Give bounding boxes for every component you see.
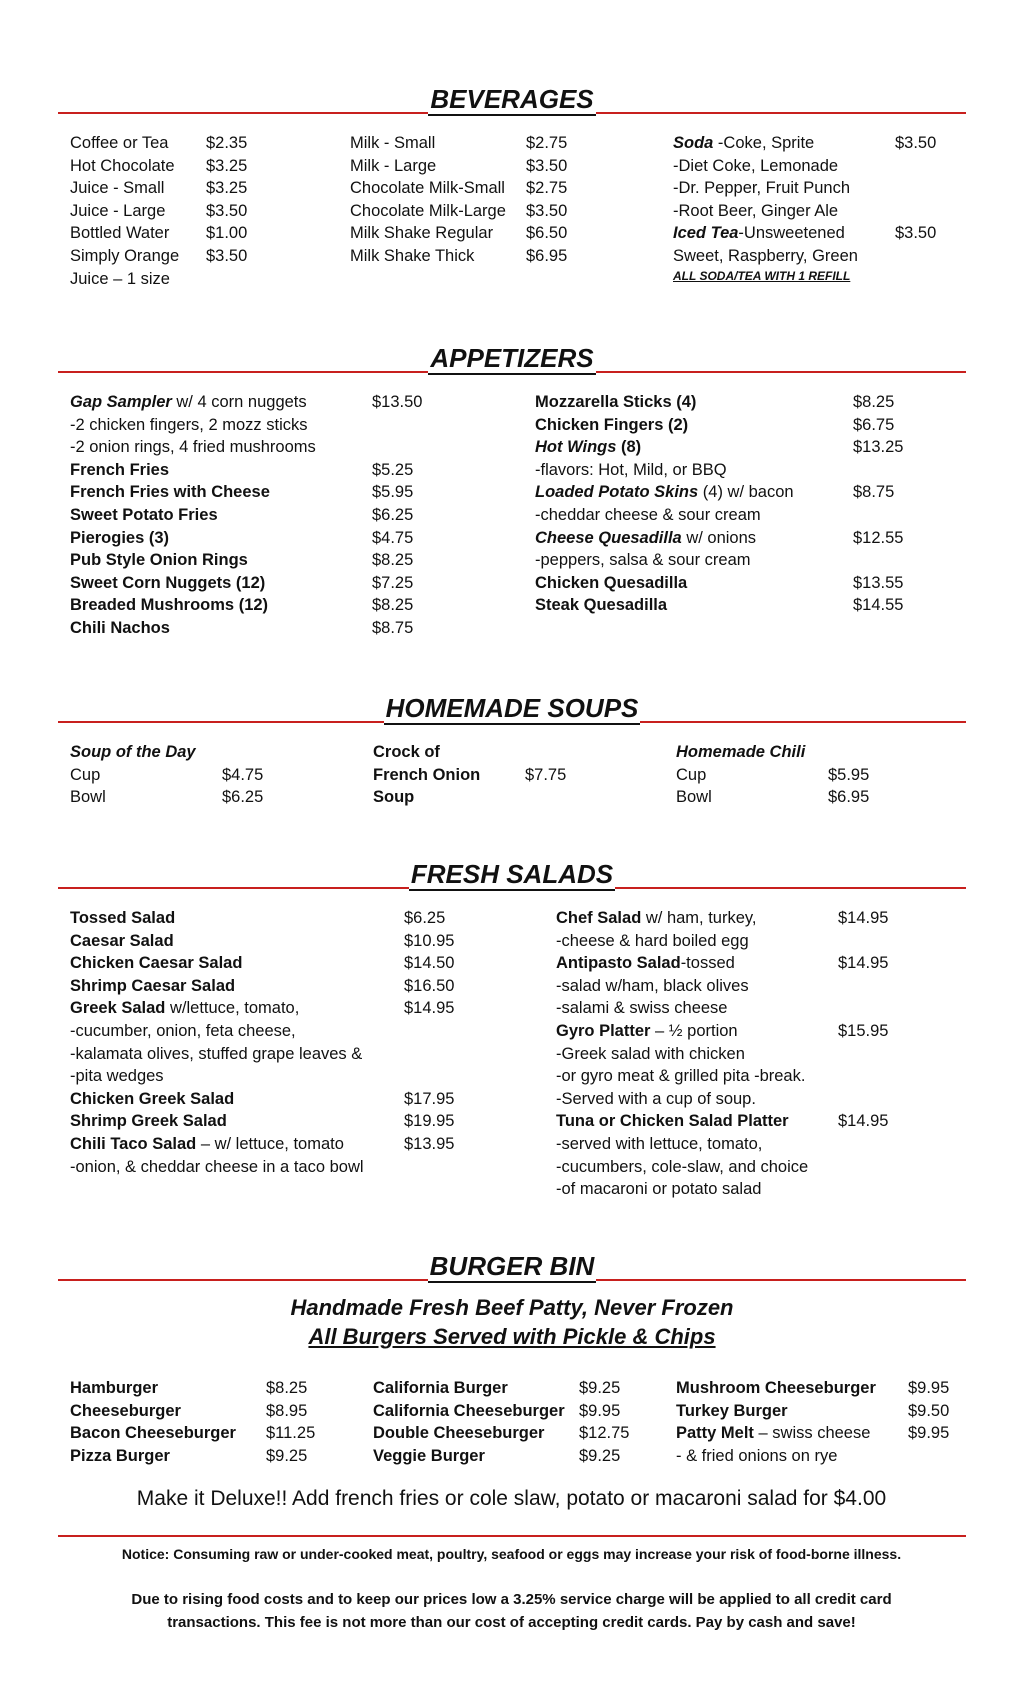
item-name: Chocolate Milk-Small	[350, 179, 505, 198]
patty-melt-price: $9.95	[908, 1424, 950, 1443]
item-price: $14.50	[404, 954, 455, 973]
item-name: Caesar Salad	[70, 931, 174, 950]
sampler-label: Gap Sampler	[70, 393, 172, 411]
antipasto-desc: -tossed	[680, 954, 735, 973]
menu-item	[70, 177, 330, 200]
tuna-price: $14.95	[838, 1112, 889, 1131]
skins-desc: (4) w/ bacon	[698, 483, 794, 502]
beverages-title: BEVERAGES	[430, 84, 594, 114]
patty-melt-label: Patty Melt	[676, 1424, 754, 1443]
cup-label: Cup	[70, 765, 101, 784]
greek-label: Greek Salad	[70, 999, 166, 1018]
item-price: $1.00	[206, 224, 248, 243]
antipasto-line: -salami & swiss cheese	[556, 999, 728, 1018]
item-price: $9.25	[579, 1379, 621, 1397]
menu-item	[70, 952, 510, 975]
item-price: $3.25	[206, 156, 248, 175]
deluxe-offer: Make it Deluxe!! Add french fries or cole slaw, potato or macaroni salad for $4.00	[136, 1487, 887, 1510]
soda-price: $3.50	[895, 134, 937, 152]
item-name: Milk - Small	[350, 134, 436, 152]
menu-item	[70, 1110, 510, 1133]
menu-item	[350, 200, 610, 223]
item-price: $8.75	[372, 618, 414, 637]
item-name: Sweet Potato Fries	[70, 505, 218, 524]
patty-melt-desc: – swiss cheese	[753, 1424, 871, 1443]
item-price: $10.95	[404, 931, 455, 950]
item-price: $3.50	[526, 201, 568, 220]
salads-section	[58, 859, 966, 1199]
item-name: Juice - Large	[70, 201, 166, 220]
wings-desc: (8)	[616, 438, 642, 457]
menu-item	[70, 1422, 330, 1445]
taco-desc: – w/ lettuce, tomato	[196, 1134, 344, 1153]
gyro-line: -Greek salad with chicken	[556, 1044, 745, 1063]
item-price: $3.50	[526, 156, 568, 175]
item-price: $8.25	[853, 393, 895, 411]
menu-item	[70, 245, 330, 268]
menu-item	[70, 222, 330, 245]
cup-price: $4.75	[222, 765, 264, 784]
item-price: $6.25	[404, 909, 446, 927]
item-price: $14.55	[853, 596, 904, 615]
refill-note: ALL SODA/TEA WITH 1 REFILL	[673, 268, 851, 283]
item-name: Milk Shake Thick	[350, 246, 475, 265]
quesadilla-desc: w/ onions	[681, 528, 757, 547]
soda-line: -Root Beer, Ginger Ale	[673, 201, 839, 220]
soup-title: Soup of the Day	[70, 743, 196, 761]
item-price: $8.95	[266, 1401, 308, 1420]
item-name: Chicken Fingers (2)	[535, 415, 689, 434]
menu-item	[350, 177, 610, 200]
menu-item	[535, 572, 965, 595]
soup-title: French Onion	[373, 765, 481, 784]
beverages-column-2	[350, 132, 610, 268]
taco-label: Chili Taco Salad	[70, 1134, 197, 1153]
item-name: California Burger	[373, 1379, 508, 1397]
bowl-label: Bowl	[70, 788, 106, 807]
antipasto-line: -salad w/ham, black olives	[556, 976, 749, 995]
quesadilla-price: $12.55	[853, 528, 904, 547]
tuna-label: Tuna or Chicken Salad Platter	[556, 1112, 789, 1131]
sampler-desc: w/ 4 corn nuggets	[171, 393, 307, 411]
burgers-subtitle: Handmade Fresh Beef Patty, Never Frozen	[290, 1295, 734, 1320]
tuna-line: -of macaroni or potato salad	[556, 1180, 762, 1199]
chef-label: Chef Salad	[556, 909, 642, 927]
sampler-line: -2 chicken fingers, 2 mozz sticks	[70, 415, 308, 434]
item-price: $5.95	[372, 483, 414, 502]
cup-label: Cup	[676, 765, 707, 784]
appetizers-title: APPETIZERS	[430, 343, 594, 373]
item-price: $11.25	[266, 1424, 316, 1443]
onion-price: $7.75	[525, 765, 567, 784]
homemade-chili	[676, 741, 936, 809]
wings-label: Hot Wings	[535, 438, 617, 457]
item-price: $6.95	[526, 246, 568, 265]
menu-item	[70, 1400, 330, 1423]
wings-line: -flavors: Hot, Mild, or BBQ	[535, 460, 727, 479]
item-price: $9.25	[266, 1446, 308, 1465]
item-price: $7.25	[372, 573, 414, 592]
item-name: Juice – 1 size	[70, 269, 170, 288]
item-name: Chili Nachos	[70, 618, 170, 637]
salads-right-column	[556, 907, 966, 1201]
soups-section	[58, 693, 966, 807]
item-name: Shrimp Greek Salad	[70, 1112, 227, 1131]
menu-item	[70, 268, 330, 291]
item-price: $19.95	[404, 1112, 455, 1131]
menu-item	[70, 1445, 330, 1468]
bowl-label: Bowl	[676, 788, 712, 807]
burgers-title: BURGER BIN	[429, 1251, 595, 1281]
item-name: Double Cheeseburger	[373, 1424, 545, 1443]
burgers-column-3	[676, 1377, 966, 1467]
item-name: Mozzarella Sticks (4)	[535, 393, 697, 411]
greek-desc: w/lettuce, tomato,	[165, 999, 300, 1018]
item-name: Cheeseburger	[70, 1401, 181, 1420]
salads-left-column	[70, 907, 510, 1178]
menu-item	[535, 594, 965, 617]
tuna-line: -cucumbers, cole-slaw, and choice	[556, 1157, 809, 1176]
menu-item	[373, 1422, 643, 1445]
item-price: $3.25	[206, 179, 248, 198]
item-name: French Fries with Cheese	[70, 483, 270, 502]
menu-item	[70, 594, 470, 617]
item-price: $6.75	[853, 415, 895, 434]
wings-price: $13.25	[853, 438, 904, 457]
soups-title: HOMEMADE SOUPS	[385, 693, 639, 723]
item-price: $13.55	[853, 573, 904, 592]
taco-price: $13.95	[404, 1134, 455, 1153]
soda-line: -Diet Coke, Lemonade	[673, 156, 839, 175]
menu-item	[70, 132, 330, 155]
burgers-subtitle-underlined: All Burgers Served with Pickle & Chips	[308, 1324, 716, 1349]
menu-item	[373, 1445, 643, 1468]
item-name: Mushroom Cheeseburger	[676, 1379, 876, 1397]
menu-item	[70, 527, 470, 550]
cup-price: $5.95	[828, 765, 870, 784]
item-price: $8.25	[372, 596, 414, 615]
item-name: Breaded Mushrooms (12)	[70, 596, 269, 615]
item-name: Milk Shake Regular	[350, 224, 494, 243]
menu-item	[373, 1400, 643, 1423]
sampler-line: -2 onion rings, 4 fried mushrooms	[70, 438, 316, 457]
menu-item	[70, 572, 470, 595]
beverages-column-1	[70, 132, 330, 290]
menu-item	[373, 1377, 643, 1400]
soup-title: Homemade Chili	[676, 743, 806, 761]
item-name: Pierogies (3)	[70, 528, 170, 547]
gyro-price: $15.95	[838, 1021, 889, 1040]
beverages-column-3	[673, 132, 963, 286]
food-safety-notice: Notice: Consuming raw or under-cooked meat, poultry, seafood or eggs may increase your risk of food-borne illness.	[121, 1546, 902, 1562]
greek-price: $14.95	[404, 999, 455, 1018]
item-price: $5.25	[372, 460, 414, 479]
beverages-section	[58, 84, 966, 288]
item-name: Tossed Salad	[70, 909, 176, 927]
item-name: Hot Chocolate	[70, 156, 175, 175]
sampler-price: $13.50	[372, 393, 423, 411]
item-price: $9.95	[908, 1379, 950, 1397]
item-name: Chocolate Milk-Large	[350, 201, 506, 220]
item-price: $2.35	[206, 134, 248, 152]
menu-item	[70, 504, 470, 527]
menu-item	[676, 1400, 966, 1423]
item-price: $3.50	[206, 246, 248, 265]
quesadilla-line: -peppers, salsa & sour cream	[535, 551, 751, 570]
menu-item	[70, 975, 510, 998]
menu-item	[70, 1377, 330, 1400]
gyro-line: -or gyro meat & grilled pita -break.	[556, 1067, 806, 1086]
greek-line: -cucumber, onion, feta cheese,	[70, 1021, 296, 1040]
item-name: Chicken Quesadilla	[535, 573, 688, 592]
menu-item	[350, 222, 610, 245]
item-name: Pizza Burger	[70, 1446, 170, 1465]
service-charge-line-2: transactions. This fee is not more than our cost of accepting credit cards. Pay by cash and save!	[167, 1614, 856, 1631]
menu-item	[70, 200, 330, 223]
soup-title: Soup	[373, 788, 415, 807]
item-price: $6.50	[526, 224, 568, 243]
taco-line: -onion, & cheddar cheese in a taco bowl	[70, 1157, 364, 1176]
item-price: $12.75	[579, 1424, 630, 1443]
chef-desc: w/ ham, turkey,	[641, 909, 757, 927]
menu-item	[70, 907, 510, 930]
skins-line: -cheddar cheese & sour cream	[535, 505, 761, 524]
menu-item	[70, 1088, 510, 1111]
iced-tea-label: Iced Tea	[673, 224, 739, 243]
item-name: Bottled Water	[70, 224, 170, 243]
menu-item	[70, 549, 470, 572]
item-name: Simply Orange	[70, 246, 180, 265]
item-name: Coffee or Tea	[70, 134, 169, 152]
soup-of-the-day	[70, 741, 330, 809]
menu-item	[535, 414, 965, 437]
item-price: $16.50	[404, 976, 455, 995]
item-price: $9.25	[579, 1446, 621, 1465]
item-name: California Cheeseburger	[373, 1401, 565, 1420]
item-price: $8.25	[266, 1379, 308, 1397]
gyro-desc: – ½ portion	[650, 1021, 738, 1040]
item-price: $6.25	[372, 505, 414, 524]
burgers-column-2	[373, 1377, 643, 1467]
item-price: $4.75	[372, 528, 414, 547]
soda-desc: -Coke, Sprite	[713, 134, 815, 152]
antipasto-label: Antipasto Salad	[556, 954, 681, 973]
item-price: $2.75	[526, 134, 568, 152]
bowl-price: $6.95	[828, 788, 870, 807]
iced-tea-price: $3.50	[895, 224, 937, 243]
antipasto-price: $14.95	[838, 954, 889, 973]
item-name: Steak Quesadilla	[535, 596, 668, 615]
item-name: French Fries	[70, 460, 170, 479]
salads-title: FRESH SALADS	[410, 859, 614, 889]
menu-item	[70, 155, 330, 178]
item-name: Chicken Caesar Salad	[70, 954, 243, 973]
menu-item	[350, 132, 610, 155]
patty-melt-line: - & fried onions on rye	[676, 1446, 838, 1465]
menu-item	[70, 481, 470, 504]
item-name: Pub Style Onion Rings	[70, 551, 248, 570]
item-price: $2.75	[526, 179, 568, 198]
item-price: $9.95	[579, 1401, 621, 1420]
item-name: Shrimp Caesar Salad	[70, 976, 236, 995]
gyro-label: Gyro Platter	[556, 1021, 651, 1040]
iced-tea-desc: -Unsweetened	[738, 224, 845, 243]
item-name: Sweet Corn Nuggets (12)	[70, 573, 266, 592]
item-price: $9.50	[908, 1401, 950, 1420]
quesadilla-label: Cheese Quesadilla	[535, 528, 682, 547]
item-name: Turkey Burger	[676, 1401, 788, 1420]
chef-price: $14.95	[838, 909, 889, 927]
appetizers-right-column	[535, 391, 965, 617]
tuna-line: -served with lettuce, tomato,	[556, 1134, 763, 1153]
burgers-section	[58, 1251, 966, 1465]
item-name: Veggie Burger	[373, 1446, 485, 1465]
menu-item	[535, 391, 965, 414]
item-name: Milk - Large	[350, 156, 437, 175]
item-name: Chicken Greek Salad	[70, 1089, 235, 1108]
french-onion-soup	[373, 741, 633, 809]
gyro-line: -Served with a cup of soup.	[556, 1089, 756, 1108]
greek-line: -kalamata olives, stuffed grape leaves &	[70, 1044, 363, 1063]
skins-label: Loaded Potato Skins	[535, 483, 699, 502]
soda-label: Soda	[673, 134, 714, 152]
bowl-price: $6.25	[222, 788, 264, 807]
chef-line: -cheese & hard boiled egg	[556, 931, 749, 950]
appetizers-left-column	[70, 391, 470, 640]
menu-item	[70, 930, 510, 953]
soda-line: -Dr. Pepper, Fruit Punch	[673, 179, 850, 198]
burgers-column-1	[70, 1377, 330, 1467]
service-charge-line-1: Due to rising food costs and to keep our prices low a 3.25% service charge will be applied to all credit card	[131, 1591, 892, 1608]
menu-item	[350, 155, 610, 178]
skins-price: $8.75	[853, 483, 895, 502]
item-name: Bacon Cheeseburger	[70, 1424, 236, 1443]
item-name: Juice - Small	[70, 179, 165, 198]
iced-tea-line: Sweet, Raspberry, Green	[673, 246, 858, 265]
item-price: $3.50	[206, 201, 248, 220]
menu-item	[350, 245, 610, 268]
appetizers-section	[58, 343, 966, 637]
menu-item	[676, 1377, 966, 1400]
greek-line: -pita wedges	[70, 1067, 164, 1086]
menu-item	[70, 459, 470, 482]
item-price: $8.25	[372, 551, 414, 570]
item-name: Hamburger	[70, 1379, 159, 1397]
item-price: $17.95	[404, 1089, 455, 1108]
footer-divider	[58, 1535, 966, 1537]
soup-title: Crock of	[373, 743, 440, 761]
menu-item	[70, 617, 470, 640]
